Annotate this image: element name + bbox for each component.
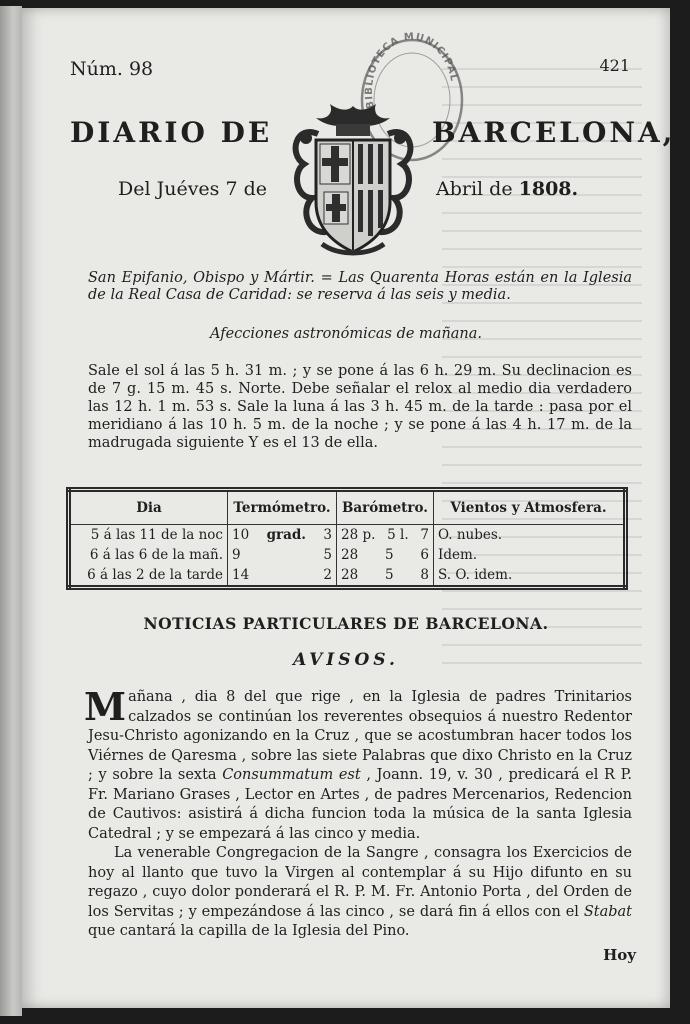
term-unit: grad. xyxy=(266,527,307,543)
astronomy-paragraph: Sale el sol á las 5 h. 31 m. ; y se pone á las 6 h. 29 m. Su declinacion es de 7 g. 15 m. 45 s. Norte. Debe señalar el relox al medio dia verdadero las 12 h. 1 m. 53 s. Sale la luna á las 3 h. 45 m. de la tarde : pasa por el meridiano á las 10 h. 5 m. de la noche ; y se pone á las 4 h. 17 m. de la madrugada siguiente Y es el 13 de ella. xyxy=(88,363,632,451)
drop-cap: M xyxy=(84,684,127,729)
issue-date-right xyxy=(436,178,578,200)
cell-vientos: O. nubes. xyxy=(434,525,626,546)
aviso-text: , Joann. 19, v. 30 , predicará el R P. Fr. Mariano Grases , Lector en Artes , de padres Mercenarios, Redencion de Cautivos: asistirá á dicha funcion toda la música de la santa Iglesia Catedral ; y se empezará á las cinco y media. xyxy=(88,767,632,842)
barcelona-coat-of-arms-icon xyxy=(278,94,428,259)
aviso-paragraph xyxy=(88,844,632,942)
issue-date-month: Abril de xyxy=(436,178,513,200)
col-termometro: Termómetro. xyxy=(228,490,337,525)
avisos-body xyxy=(84,684,632,942)
weather-table xyxy=(66,487,628,590)
term-degrees: 9 xyxy=(232,547,241,563)
bar-inches: 28 p. xyxy=(341,527,376,543)
catchword: Hoy xyxy=(603,946,636,964)
masthead-title-right: BARCELONA, xyxy=(432,116,676,149)
cell-barometro xyxy=(337,525,434,546)
table-row xyxy=(69,545,626,565)
col-vientos: Vientos y Atmosfera. xyxy=(434,490,626,525)
term-degrees: 10 xyxy=(232,527,250,543)
cell-termometro xyxy=(228,565,337,588)
bar-lines: 5 l. xyxy=(387,527,409,543)
bar-points: 6 xyxy=(420,547,429,563)
astronomy-heading: Afecciones astronómicas de mañana. xyxy=(209,326,483,342)
issue-number: Núm. 98 xyxy=(70,58,154,80)
aviso-text: añana , dia 8 del que rige , en la Iglesia de padres Trinitarios calzados se continúan los reverentes obsequios á nuestro Redentor Jesu-Christo agonizando en la Cruz , que se acostumbran hacer todos los Viérnes de Qaresma , sobre las siete Palabras que dixo Christo en la Cruz ; y sobre la sexta xyxy=(88,689,632,783)
bar-lines: 5 xyxy=(385,567,394,583)
cell-dia: 5 á las 11 de la noc xyxy=(90,527,223,543)
bar-inches: 28 xyxy=(341,547,359,563)
bar-points: 8 xyxy=(420,567,429,583)
table-row xyxy=(69,525,626,546)
cell-vientos: Idem. xyxy=(434,545,626,565)
section-title: NOTICIAS PARTICULARES DE BARCELONA. xyxy=(143,614,549,633)
term-fraction: 5 xyxy=(323,547,332,563)
bar-points: 7 xyxy=(420,527,429,543)
cell-termometro xyxy=(228,545,337,565)
stamp-text: BIBLIOTECA MUNICIPAL xyxy=(363,31,460,110)
col-dia: Dia xyxy=(69,490,228,525)
col-barometro: Barómetro. xyxy=(337,490,434,525)
newspaper-page xyxy=(22,8,676,1008)
term-fraction: 2 xyxy=(323,567,332,583)
aviso-paragraph xyxy=(84,684,632,844)
issue-date-year: 1808. xyxy=(518,178,579,200)
cell-barometro xyxy=(337,565,434,588)
table-row xyxy=(69,565,626,588)
cell-vientos: S. O. idem. xyxy=(434,565,626,588)
bar-inches: 28 xyxy=(341,567,359,583)
avisos-title: AVISOS. xyxy=(293,650,399,670)
cell-barometro xyxy=(337,545,434,565)
cell-dia: 6 á las 6 de la mañ. xyxy=(89,547,223,563)
aviso-text: que cantará la capilla de la Iglesia del Pino. xyxy=(88,923,410,939)
facing-page-edge xyxy=(0,6,22,1016)
aviso-italic: Stabat xyxy=(583,903,632,920)
masthead-title-left: DIARIO DE xyxy=(70,116,273,149)
issue-date-left: Del Juéves 7 de xyxy=(118,178,267,200)
term-fraction: 3 xyxy=(323,527,332,543)
saints-of-the-day: San Epifanio, Obispo y Mártir. = Las Quarenta Horas están en la Iglesia de la Real Casa de Caridad: se reserva á las seis y media. xyxy=(88,270,632,303)
cell-dia: 6 á las 2 de la tarde xyxy=(87,567,223,583)
bar-lines: 5 xyxy=(385,547,394,563)
page-number: 421 xyxy=(599,56,630,75)
aviso-italic: Consummatum est xyxy=(222,767,361,783)
term-degrees: 14 xyxy=(232,567,250,583)
aviso-text: La venerable Congregacion de la Sangre , consagra los Exercicios de hoy al llanto que tuvo la Virgen al contemplar á su Hijo difunto en su regazo , cuyo dolor ponderará el R. P. M. Fr. Antonio Porta , del Orden de los Servitas ; y empezándose á las cinco , se dará fin á ellos con el xyxy=(88,845,632,920)
weather-table-header xyxy=(69,490,626,525)
cell-termometro xyxy=(228,525,337,546)
